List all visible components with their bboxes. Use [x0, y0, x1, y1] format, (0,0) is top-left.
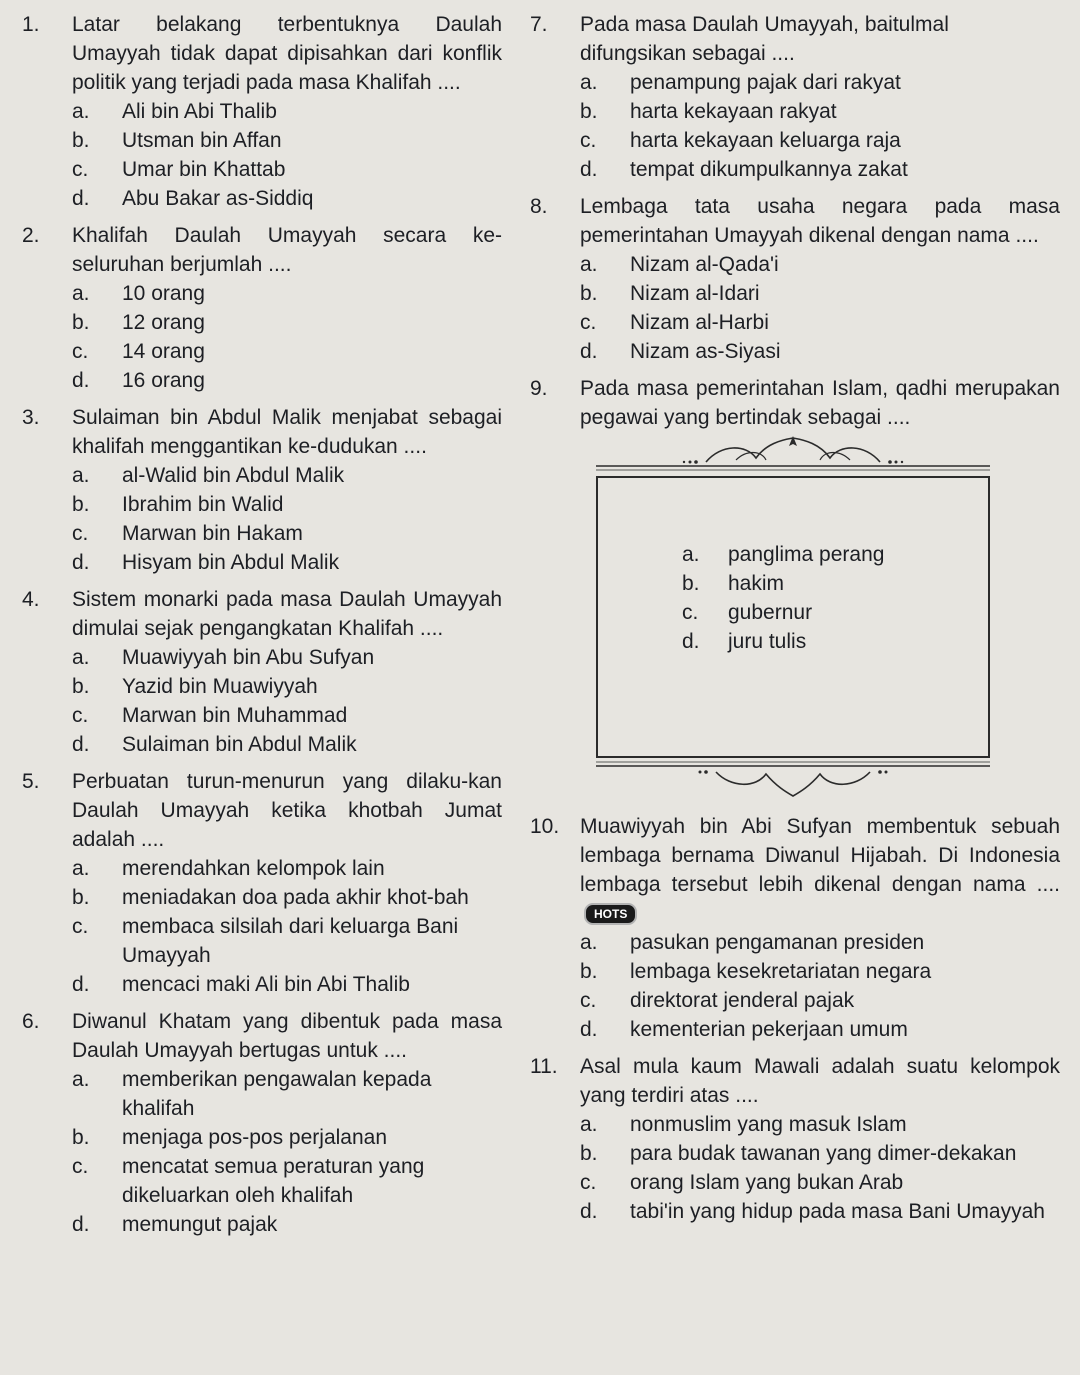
option-letter: a.: [72, 1068, 90, 1091]
option-text: penampung pajak dari rakyat: [630, 71, 901, 94]
option-b: [72, 490, 502, 519]
question-5: [22, 767, 502, 999]
option-c: [682, 598, 988, 627]
question-number: 2.: [22, 224, 40, 247]
question-number: 5.: [22, 770, 40, 793]
option-letter: a.: [72, 464, 90, 487]
option-b: [72, 1123, 502, 1152]
option-d: [72, 970, 502, 999]
options-list: [580, 250, 1060, 366]
question-number: 3.: [22, 406, 40, 429]
floral-scroll-ornament-icon: [596, 436, 990, 476]
question-2: [22, 221, 502, 395]
option-letter: a.: [72, 646, 90, 669]
option-text: para budak tawanan yang dimer-dekakan: [630, 1142, 1017, 1165]
option-letter: c.: [682, 601, 699, 624]
option-letter: b.: [72, 129, 90, 152]
question-6: [22, 1007, 502, 1239]
option-text: 14 orang: [122, 340, 205, 363]
option-text: tabi'in yang hidup pada masa Bani Umayyah: [630, 1200, 1045, 1223]
question-7: [530, 10, 1060, 184]
option-letter: c.: [580, 311, 597, 334]
option-c: [72, 912, 502, 970]
option-a: [72, 461, 502, 490]
question-number: 11.: [530, 1055, 558, 1078]
option-b: [72, 126, 502, 155]
ornamental-answer-frame: [530, 436, 1060, 798]
options-list: [580, 1110, 1060, 1226]
option-letter: b.: [682, 572, 700, 595]
option-text: pasukan pengamanan presiden: [630, 931, 925, 954]
option-a: [580, 1110, 1060, 1139]
option-letter: d.: [580, 158, 598, 181]
option-letter: d.: [72, 187, 90, 210]
option-text: Marwan bin Hakam: [122, 522, 303, 545]
option-a: [72, 279, 502, 308]
question-stem: Khalifah Daulah Umayyah secara ke-seluruhan berjumlah ....: [72, 224, 502, 276]
question-stem: Sulaiman bin Abdul Malik menjabat sebagai khalifah menggantikan ke-dudukan ....: [72, 406, 502, 458]
floral-scroll-ornament-icon: [530, 758, 1060, 798]
option-letter: a.: [72, 857, 90, 880]
option-text: Muawiyyah bin Abu Sufyan: [122, 646, 375, 669]
option-letter: b.: [72, 1126, 90, 1149]
option-letter: c.: [580, 1171, 597, 1194]
option-text: Marwan bin Muhammad: [122, 704, 348, 727]
option-letter: d.: [682, 630, 700, 653]
option-c: [72, 1152, 502, 1210]
option-text: 10 orang: [122, 282, 205, 305]
option-letter: c.: [72, 1155, 89, 1178]
question-1: [22, 10, 502, 213]
option-text: al-Walid bin Abdul Malik: [122, 464, 345, 487]
option-text: meniadakan doa pada akhir khot-bah: [122, 886, 469, 909]
option-letter: d.: [72, 733, 90, 756]
option-letter: c.: [580, 129, 597, 152]
option-text: Nizam as-Siyasi: [630, 340, 781, 363]
option-text: nonmuslim yang masuk Islam: [630, 1113, 907, 1136]
option-letter: b.: [72, 886, 90, 909]
option-text: Nizam al-Harbi: [630, 311, 769, 334]
option-letter: c.: [72, 340, 89, 363]
option-letter: b.: [580, 282, 598, 305]
option-letter: b.: [72, 493, 90, 516]
option-text: 16 orang: [122, 369, 205, 392]
option-text: Ali bin Abi Thalib: [122, 100, 277, 123]
option-d: [580, 337, 1060, 366]
option-c: [72, 701, 502, 730]
options-list: [72, 643, 502, 759]
option-text: menjaga pos-pos perjalanan: [122, 1126, 388, 1149]
option-b: [580, 279, 1060, 308]
option-d: [580, 1197, 1060, 1226]
option-text: panglima perang: [728, 543, 885, 566]
option-letter: d.: [580, 340, 598, 363]
option-letter: b.: [580, 100, 598, 123]
option-d: [72, 548, 502, 577]
option-letter: b.: [72, 675, 90, 698]
option-text: gubernur: [728, 601, 813, 624]
option-letter: d.: [72, 551, 90, 574]
option-letter: a.: [580, 71, 598, 94]
option-d: [72, 730, 502, 759]
option-text: Sulaiman bin Abdul Malik: [122, 733, 357, 756]
option-a: [580, 68, 1060, 97]
option-letter: c.: [580, 989, 597, 1012]
option-b: [580, 97, 1060, 126]
options-list: [72, 1065, 502, 1239]
question-10: [530, 812, 1060, 1044]
option-b: [580, 957, 1060, 986]
option-text: 12 orang: [122, 311, 205, 334]
option-text: Nizam al-Qada'i: [630, 253, 779, 276]
option-text: harta kekayaan rakyat: [630, 100, 837, 123]
option-letter: d.: [580, 1018, 598, 1041]
answer-box: [596, 476, 990, 758]
options-list: [580, 928, 1060, 1044]
right-column: [530, 10, 1060, 1234]
option-text: merendahkan kelompok lain: [122, 857, 385, 880]
option-text: tempat dikumpulkannya zakat: [630, 158, 908, 181]
option-c: [580, 308, 1060, 337]
question-number: 10.: [530, 815, 560, 838]
option-a: [682, 540, 988, 569]
question-8: [530, 192, 1060, 366]
question-stem: Latar belakang terbentuknya Daulah Umayyah tidak dapat dipisahkan dari konflik politik yang terjadi pada masa Khalifah ....: [72, 13, 502, 94]
floral-scroll-ornament-icon: [530, 436, 1060, 476]
option-text: membaca silsilah dari keluarga Bani Umayyah: [122, 915, 459, 967]
option-text: Yazid bin Muawiyyah: [122, 675, 318, 698]
option-text: direktorat jenderal pajak: [630, 989, 855, 1012]
option-a: [72, 97, 502, 126]
question-number: 6.: [22, 1010, 40, 1033]
question-number: 1.: [22, 13, 40, 36]
option-letter: c.: [72, 915, 89, 938]
question-number: 4.: [22, 588, 40, 611]
option-c: [72, 155, 502, 184]
options-list: [72, 97, 502, 213]
option-a: [580, 928, 1060, 957]
option-d: [72, 1210, 502, 1239]
option-letter: a.: [72, 100, 90, 123]
option-b: [72, 883, 502, 912]
option-letter: b.: [580, 1142, 598, 1165]
option-b: [682, 569, 988, 598]
option-d: [580, 1015, 1060, 1044]
question-stem: Perbuatan turun-menurun yang dilaku-kan Daulah Umayyah ketika khotbah Jumat adalah ....: [72, 770, 502, 851]
question-number: 9.: [530, 377, 548, 400]
question-stem: Pada masa pemerintahan Islam, qadhi merupakan pegawai yang bertindak sebagai ....: [580, 377, 1060, 429]
option-text: juru tulis: [728, 630, 807, 653]
option-text: orang Islam yang bukan Arab: [630, 1171, 904, 1194]
question-3: [22, 403, 502, 577]
option-text: hakim: [728, 572, 785, 595]
question-9: [530, 374, 1060, 432]
option-text: memberikan pengawalan kepada khalifah: [122, 1068, 432, 1120]
option-text: mencatat semua peraturan yang dikeluarkan oleh khalifah: [122, 1155, 425, 1207]
option-c: [580, 126, 1060, 155]
question-stem: Sistem monarki pada masa Daulah Umayyah dimulai sejak pengangkatan Khalifah ....: [72, 588, 502, 640]
option-d: [682, 627, 988, 656]
option-text: kementerian pekerjaan umum: [630, 1018, 908, 1041]
option-letter: c.: [72, 704, 89, 727]
left-column: [22, 10, 502, 1247]
question-stem-text: Muawiyyah bin Abi Sufyan membentuk sebuah lembaga bernama Diwanul Hijabah. Di Indonesia lembaga tersebut lebih dikenal dengan nama ....: [580, 815, 1060, 896]
option-text: Umar bin Khattab: [122, 158, 286, 181]
option-a: [580, 250, 1060, 279]
option-letter: b.: [580, 960, 598, 983]
option-a: [72, 643, 502, 672]
option-c: [72, 519, 502, 548]
option-d: [580, 155, 1060, 184]
question-stem: Lembaga tata usaha negara pada masa pemerintahan Umayyah dikenal dengan nama ....: [580, 195, 1060, 247]
option-c: [72, 337, 502, 366]
question-number: 8.: [530, 195, 548, 218]
option-letter: a.: [682, 543, 700, 566]
question-stem: Diwanul Khatam yang dibentuk pada masa Daulah Umayyah bertugas untuk ....: [72, 1010, 502, 1062]
option-letter: d.: [72, 973, 90, 996]
option-letter: a.: [580, 1113, 598, 1136]
option-a: [72, 1065, 502, 1123]
option-text: memungut pajak: [122, 1213, 278, 1236]
option-text: Abu Bakar as-Siddiq: [122, 187, 314, 210]
option-text: harta kekayaan keluarga raja: [630, 129, 901, 152]
question-stem: Pada masa Daulah Umayyah, baitulmal difungsikan sebagai ....: [580, 13, 949, 65]
option-b: [580, 1139, 1060, 1168]
question-stem: [580, 812, 1060, 928]
options-list: [72, 461, 502, 577]
question-11: [530, 1052, 1060, 1226]
option-letter: d.: [580, 1200, 598, 1223]
option-d: [72, 366, 502, 395]
option-letter: b.: [72, 311, 90, 334]
question-number: 7.: [530, 13, 548, 36]
option-b: [72, 672, 502, 701]
option-c: [580, 1168, 1060, 1197]
option-letter: a.: [580, 253, 598, 276]
option-text: Utsman bin Affan: [122, 129, 282, 152]
option-text: Hisyam bin Abdul Malik: [122, 551, 340, 574]
floral-scroll-ornament-icon: [596, 758, 990, 798]
option-a: [72, 854, 502, 883]
option-text: mencaci maki Ali bin Abi Thalib: [122, 973, 410, 996]
hots-badge: HOTS: [584, 903, 637, 925]
options-list: [72, 854, 502, 999]
option-letter: c.: [72, 522, 89, 545]
question-4: [22, 585, 502, 759]
option-letter: a.: [72, 282, 90, 305]
option-text: lembaga kesekretariatan negara: [630, 960, 932, 983]
option-letter: d.: [72, 369, 90, 392]
option-text: Nizam al-Idari: [630, 282, 760, 305]
option-letter: d.: [72, 1213, 90, 1236]
option-d: [72, 184, 502, 213]
option-letter: a.: [580, 931, 598, 954]
option-letter: c.: [72, 158, 89, 181]
options-list: [72, 279, 502, 395]
option-b: [72, 308, 502, 337]
option-c: [580, 986, 1060, 1015]
question-stem: Asal mula kaum Mawali adalah suatu kelompok yang terdiri atas ....: [580, 1055, 1060, 1107]
option-text: Ibrahim bin Walid: [122, 493, 284, 516]
options-list: [580, 68, 1060, 184]
